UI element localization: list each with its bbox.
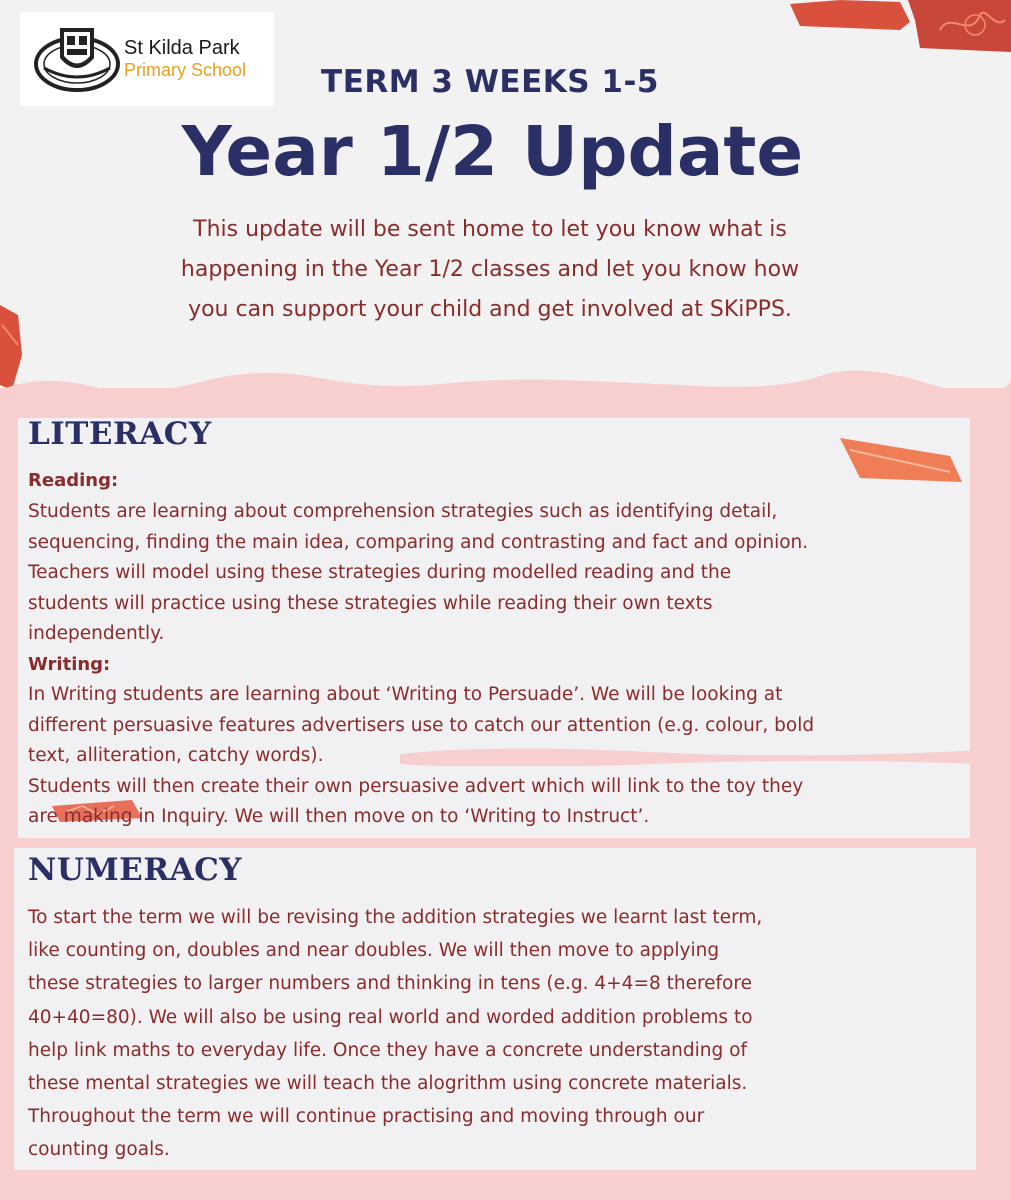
text-line: 40+40=80). We will also be using real world and worded addition problems to <box>28 1006 753 1028</box>
text-line: like counting on, doubles and near doubles. We will then move to applying <box>28 940 720 962</box>
term-subtitle: TERM 3 WEEKS 1-5 <box>321 64 659 100</box>
school-name-line1: St Kilda Park <box>124 37 240 60</box>
writing-text <box>28 680 968 833</box>
intro-paragraph <box>90 210 890 330</box>
intro-line: you can support your child and get involved at SKiPPS. <box>188 297 792 322</box>
numeracy-text <box>28 901 978 1167</box>
text-line: these strategies to larger numbers and thinking in tens (e.g. 4+4=8 therefore <box>28 973 752 995</box>
orange-stroke-decoration <box>840 438 962 490</box>
text-line: In Writing students are learning about ‘Writing to Persuade’. We will be looking at <box>28 684 783 705</box>
numeracy-heading: NUMERACY <box>28 852 242 888</box>
intro-line: happening in the Year 1/2 classes and let you know how <box>180 257 800 282</box>
text-line: Students are learning about comprehension strategies such as identifying detail, <box>28 501 778 522</box>
reading-label: Reading: <box>28 470 119 491</box>
writing-label: Writing: <box>28 654 111 675</box>
text-line: sequencing, finding the main idea, comparing and contrasting and fact and opinion. <box>28 531 809 553</box>
text-line: help link maths to everyday life. Once they have a concrete understanding of <box>28 1039 747 1061</box>
school-name-line2: Primary School <box>124 60 247 81</box>
page-title: Year 1/2 Update <box>181 112 804 192</box>
text-line: Students will then create their own persuasive advert which will link to the toy they <box>28 775 804 797</box>
text-line: counting goals. <box>28 1139 170 1161</box>
text-line: Teachers will model using these strategies during modelled reading and the <box>28 562 732 583</box>
text-line: independently. <box>28 623 165 644</box>
text-line: text, alliteration, catchy words). <box>28 745 324 766</box>
text-line: are making in Inquiry. We will then move on to ‘Writing to Instruct’. <box>28 806 650 827</box>
text-line: Throughout the term we will continue practising and moving through our <box>28 1106 705 1128</box>
text-line: To start the term we will be revising the addition strategies we learnt last term, <box>28 907 763 928</box>
literacy-heading: LITERACY <box>28 416 212 452</box>
text-line: different persuasive features advertisers use to catch our attention (e.g. colour, bold <box>28 714 815 736</box>
text-line: students will practice using these strategies while reading their own texts <box>28 592 713 614</box>
intro-line: This update will be sent home to let you know what is <box>193 217 787 242</box>
reading-text <box>28 497 968 650</box>
corner-brush-decoration <box>780 0 1011 52</box>
text-line: these mental strategies we will teach the alogrithm using concrete materials. <box>28 1073 748 1095</box>
torn-edge-decoration <box>0 360 1011 400</box>
